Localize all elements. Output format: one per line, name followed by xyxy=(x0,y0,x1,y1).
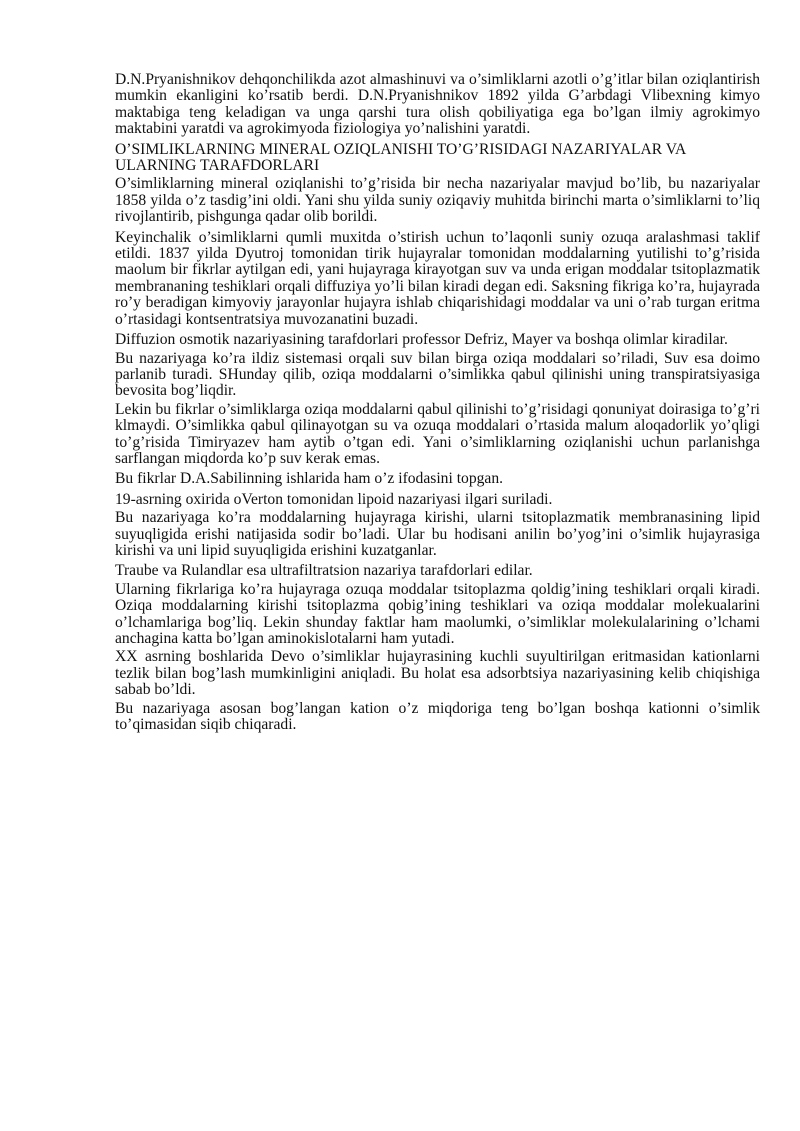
document-page xyxy=(115,72,760,735)
paragraph: O’simliklarning mineral oziqlanishi to’g’risida bir necha nazariyalar mavjud bo’lib, bu nazariyalar 1858 yilda o’z tasdig’ini oldi. Yani shu yilda suniy oziqaviy muhitda birinchi marta o’simliklarni to’liq rivojlantirib, pishgunga qadar olib borildi. xyxy=(115,175,760,226)
section-heading: O’SIMLIKLARNING MINERAL OZIQLANISHI TO’G’RISIDAGI NAZARIYALAR VA ULARNING TARAFDORLARI xyxy=(115,140,686,175)
paragraph: Lekin bu fikrlar o’simliklarga oziqa moddalarni qabul qilinishi to’g’risidagi qonuniyat doirasiga to’g’ri klmaydi. O’simlikka qabul qilinayotgan su va ozuqa moddalari o’rtasida malum aloqadorlik yo’qligi to’g’risida Timiryazev ham aytib o’tgan edi. Yani o’simliklarning oziqlanishi uchun parlanishga sarflangan miqdorda ko’p suv kerak emas. xyxy=(115,400,760,467)
paragraph: 19-asrning oxirida oVerton tomonidan lipoid nazariyasi ilgari suriladi. xyxy=(115,490,553,508)
paragraph: Bu nazariyaga ko’ra moddalarning hujayraga kirishi, ularni tsitoplazmatik membranasining lipid suyuqligida erishi natijasida sodir bo’ladi. Ular bu hodisani anilin bo’yog’ini o’simlik hujayrasiga kirishi va uni lipid suyuqligida erishini kuzatganlar. xyxy=(115,509,760,559)
paragraph: XX asrning boshlarida Devo o’simliklar hujayrasining kuchli suyultirilgan eritmasidan kationlarni tezlik bilan bog’lash mumkinligini aniqladi. Bu holat esa adsorbtsiya nazariyasining kelib chiqishiga sabab bo’ldi. xyxy=(115,648,760,699)
paragraph-intro: D.N.Pryanishnikov dehqonchilikda azot almashinuvi va o’simliklarni azotli o’g’itlar bilan oziqlantirish mumkin ekanligini ko’rsatib berdi. D.N.Pryanishnikov 1892 yilda G’arbdagi Vlibexning kimyo maktabiga teng keladigan va unga qarshi tura olish qobiliyatiga ega bo’lgan ilmiy agrokimyo maktabini yaratdi va agrokimyoda fiziologiya yo’nalishini yaratdi. xyxy=(115,71,760,138)
paragraph: Bu nazariyaga ko’ra ildiz sistemasi orqali suv bilan birga oziqa moddalari so’riladi, Suv esa doimo parlanib turadi. SHunday qilib, oziqa moddalarni o’simlikka qabul qilinishi uning transpiratsiyasiga bevosita bog’liqdir. xyxy=(115,349,760,400)
paragraph: Keyinchalik o’simliklarni qumli muxitda o’stirish uchun to’laqonli suniy ozuqa aralashmasi taklif etildi. 1837 yilda Dyutroj tomonidan tirik hujayralar tomonidan moddalarning yutilishi to’g’risida maolum bir fikrlar aytilgan edi, yani hujayraga kirayotgan suv va unda erigan moddalar tsitoplazmatik membrananing teshiklari orqali diffuziya yo’li bilan kiradi degan edi. Saksning fikriga ko’ra, hujayrada ro’y beradigan kimyoviy jarayonlar hujayra ishlab chiqarishidagi moddalar va uni o’rab turgan eritma o’rtasidagi kontsentratsiya muvozanatini buzadi. xyxy=(115,228,760,328)
paragraph: Bu fikrlar D.A.Sabilinning ishlarida ham o’z ifodasini topgan. xyxy=(115,470,504,488)
paragraph: Diffuzion osmotik nazariyasining tarafdorlari professor Defriz, Mayer va boshqa olimlar kiradilar. xyxy=(115,331,728,349)
paragraph: Traube va Rulandlar esa ultrafiltratsion nazariya tarafdorlari edilar. xyxy=(115,562,533,580)
paragraph: Bu nazariyaga asosan bog’langan kation o’z miqdoriga teng bo’lgan boshqa kationni o’simlik to’qimasidan siqib chiqaradi. xyxy=(115,699,760,734)
paragraph: Ularning fikrlariga ko’ra hujayraga ozuqa moddalar tsitoplazma qoldig’ining teshiklari orqali kiradi. Oziqa moddalarning kirishi tsitoplazma qobig’ining teshiklari va oziqa moddalar molekualarini o’lchamlariga bog’liq. Lekin shunday faktlar ham maolumki, o’simliklar molekulalarining o’lchami anchagina katta bo’lgan aminokislotalarni ham yutadi. xyxy=(115,580,760,647)
